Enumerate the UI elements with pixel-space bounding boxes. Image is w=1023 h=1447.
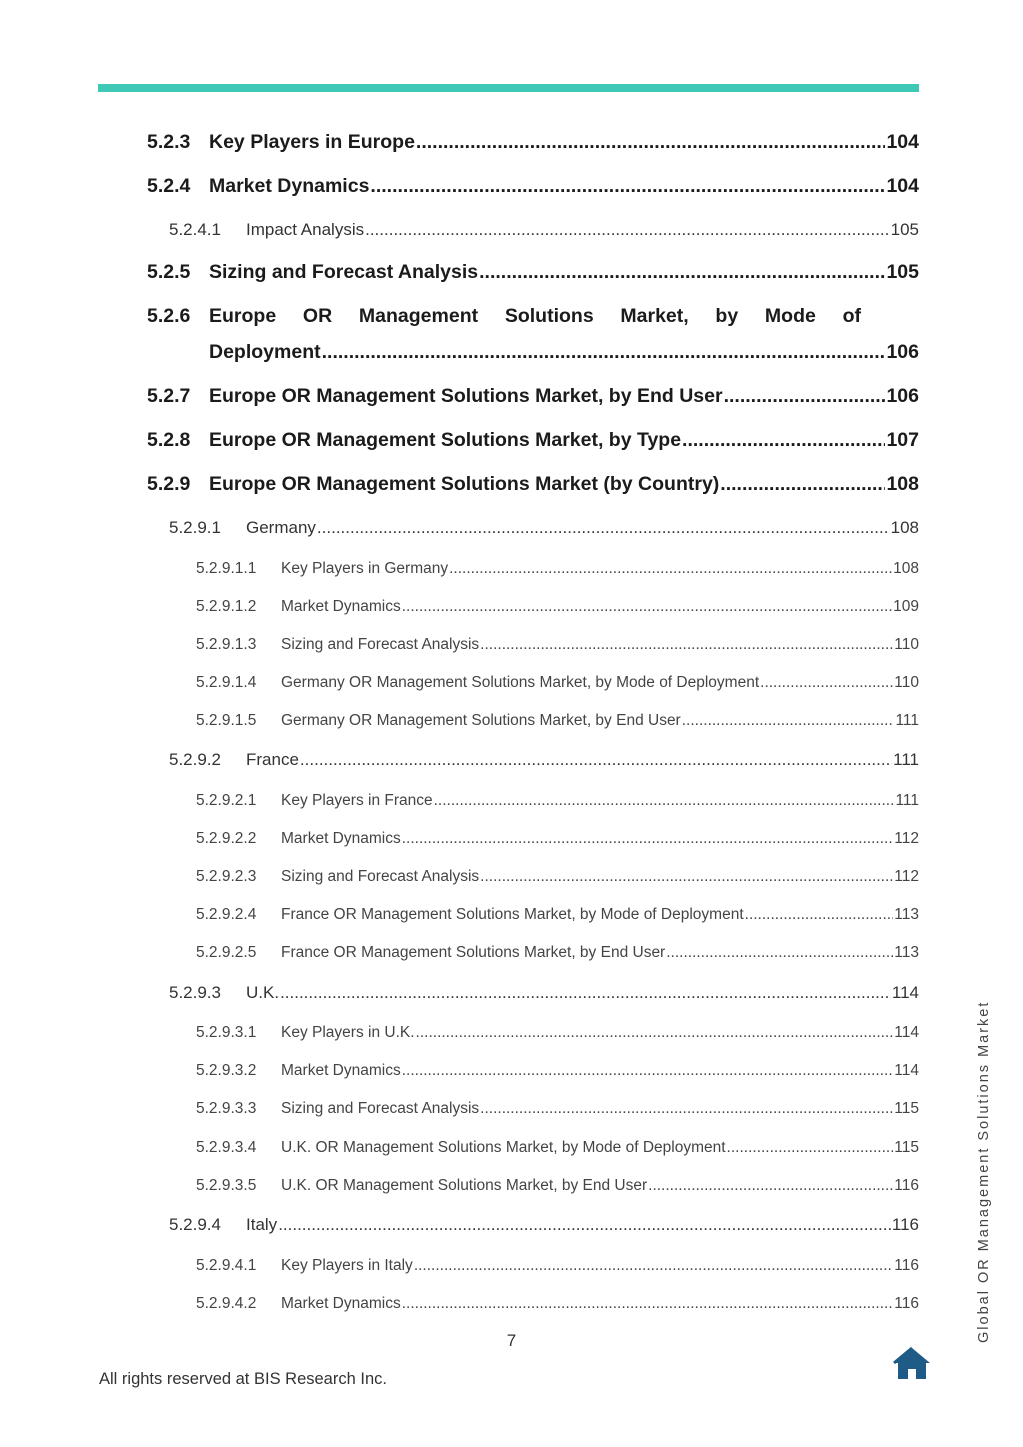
toc-number: 5.2.4 (147, 175, 191, 197)
toc-page: 104 (886, 175, 919, 197)
toc-page: 110 (894, 674, 919, 691)
toc-number: 5.2.4.1 (169, 220, 221, 239)
toc-number: 5.2.9.4 (169, 1215, 221, 1234)
toc-number: 5.2.9.1.2 (196, 598, 257, 615)
toc-entry[interactable] (169, 1215, 919, 1235)
toc-title: Key Players in Italy (281, 1257, 413, 1274)
toc-page: 111 (895, 712, 919, 729)
toc-number: 5.2.9.2 (169, 750, 221, 769)
toc-number: 5.2.9.1.4 (196, 674, 257, 691)
toc-page: 116 (894, 1295, 919, 1312)
toc-word: Solutions (504, 305, 594, 327)
leader-dots (416, 1024, 894, 1042)
toc-title: U.K. (246, 983, 280, 1002)
toc-title: Key Players in U.K. (281, 1024, 415, 1041)
toc-entry[interactable] (196, 906, 919, 924)
toc-number: 5.2.9.3.1 (196, 1024, 257, 1041)
toc-entry[interactable] (196, 1295, 919, 1313)
leader-dots (682, 429, 885, 452)
toc-entry[interactable] (147, 131, 919, 154)
toc-title: France (246, 750, 299, 769)
leader-dots (280, 983, 891, 1003)
toc-entry[interactable] (196, 636, 919, 654)
toc-page: 115 (894, 1100, 919, 1117)
toc-page: 116 (894, 1257, 919, 1274)
toc-page: 105 (886, 261, 919, 283)
toc-title: France OR Management Solutions Market, by Mode of Deployment (281, 906, 744, 923)
leader-dots (745, 906, 894, 924)
toc-entry[interactable] (169, 220, 919, 240)
home-icon[interactable] (892, 1346, 932, 1380)
toc-number: 5.2.9 (147, 473, 191, 495)
toc-number: 5.2.9.3 (169, 983, 221, 1002)
leader-dots (278, 1215, 891, 1235)
toc-entry[interactable] (196, 1062, 919, 1080)
toc-entry[interactable] (196, 792, 919, 810)
toc-entry[interactable] (169, 983, 919, 1003)
toc-number: 5.2.9.2.4 (196, 906, 257, 923)
toc-entry[interactable] (169, 750, 919, 770)
leader-dots (416, 131, 886, 154)
toc-title: Sizing and Forecast Analysis (281, 868, 480, 885)
toc-number: 5.2.9.1 (169, 518, 221, 537)
toc-word: Mode (764, 305, 816, 327)
toc-word: OR (302, 305, 333, 327)
toc-entry[interactable] (196, 560, 919, 578)
leader-dots (480, 868, 893, 886)
toc-title: U.K. OR Management Solutions Market, by End User (281, 1177, 648, 1194)
toc-number: 5.2.6 (147, 305, 191, 327)
toc-number: 5.2.9.2.1 (196, 792, 257, 809)
toc-number: 5.2.7 (147, 385, 191, 407)
toc-number: 5.2.3 (147, 131, 191, 153)
leader-dots (479, 261, 885, 284)
leader-dots (724, 385, 886, 408)
toc-title: Key Players in France (281, 792, 433, 809)
toc-title: Market Dynamics (281, 598, 401, 615)
leader-dots (760, 674, 893, 692)
side-report-title: Global OR Management Solutions Market (976, 1000, 992, 1343)
toc-entry[interactable] (147, 385, 919, 408)
toc-entry[interactable] (196, 1139, 919, 1157)
toc-page: 112 (894, 868, 919, 885)
toc-number: 5.2.9.3.2 (196, 1062, 257, 1079)
toc-title: Europe OR Management Solutions Market (by Country) (209, 473, 720, 495)
toc-page: 108 (890, 518, 919, 537)
toc-page: 108 (886, 473, 919, 495)
leader-dots (300, 750, 892, 770)
toc-number: 5.2.5 (147, 261, 191, 283)
toc-title: Europe OR Management Solutions Market, by End User (209, 385, 723, 407)
toc-entry[interactable] (196, 598, 919, 616)
toc-number: 5.2.9.4.2 (196, 1295, 257, 1312)
toc-page: 114 (894, 1024, 919, 1041)
toc-entry[interactable] (196, 830, 919, 848)
toc-entry[interactable] (147, 473, 919, 496)
toc-page: 114 (891, 983, 919, 1002)
toc-number: 5.2.8 (147, 429, 191, 451)
toc-page: 104 (886, 131, 919, 153)
toc-title: U.K. OR Management Solutions Market, by Mode of Deployment (281, 1139, 726, 1156)
toc-entry[interactable] (196, 1024, 919, 1042)
leader-dots (402, 1062, 894, 1080)
toc-number: 5.2.9.3.5 (196, 1177, 257, 1194)
toc-page: 116 (891, 1215, 919, 1234)
toc-entry[interactable] (169, 518, 919, 538)
leader-dots (402, 598, 892, 616)
header-accent-bar (98, 84, 919, 92)
leader-dots (480, 636, 893, 654)
toc-number: 5.2.9.3.3 (196, 1100, 257, 1117)
leader-dots (317, 518, 890, 538)
toc-page: 112 (894, 830, 919, 847)
toc-word: Europe (209, 305, 277, 327)
toc-title: Market Dynamics (281, 1062, 401, 1079)
toc-page: 109 (893, 598, 919, 615)
toc-title: Sizing and Forecast Analysis (281, 636, 480, 653)
toc-word: Management (358, 305, 479, 327)
leader-dots (480, 1100, 893, 1118)
toc-title: Italy (246, 1215, 278, 1234)
toc-number: 5.2.9.2.5 (196, 944, 257, 961)
toc-entry[interactable] (147, 175, 919, 198)
toc-entry-continuation[interactable] (209, 341, 919, 364)
toc-word: Market, (620, 305, 689, 327)
toc-number: 5.2.9.1.1 (196, 560, 257, 577)
toc-title: Germany OR Management Solutions Market, by Mode of Deployment (281, 674, 760, 691)
toc-page: 114 (894, 1062, 919, 1079)
toc-entry[interactable] (147, 429, 919, 452)
toc-title: Germany OR Management Solutions Market, by End User (281, 712, 681, 729)
toc-number: 5.2.9.4.1 (196, 1257, 257, 1274)
toc-page: 116 (894, 1177, 919, 1194)
leader-dots (414, 1257, 893, 1275)
toc-title: Sizing and Forecast Analysis (209, 261, 479, 283)
toc-title-line1 (209, 305, 861, 328)
toc-number: 5.2.9.1.5 (196, 712, 257, 729)
toc-page: 106 (886, 341, 919, 363)
toc-title: Key Players in Germany (281, 560, 449, 577)
leader-dots (720, 473, 885, 496)
toc-page: 113 (894, 906, 919, 923)
leader-dots (365, 220, 890, 240)
toc-page: 108 (893, 560, 919, 577)
leader-dots (434, 792, 895, 810)
toc-number: 5.2.9.2.3 (196, 868, 257, 885)
toc-word: by (715, 305, 739, 327)
leader-dots (370, 175, 885, 198)
toc-page: 111 (895, 792, 919, 809)
footer-copyright: All rights reserved at BIS Research Inc. (99, 1370, 387, 1388)
toc-title: Market Dynamics (209, 175, 370, 197)
toc-page: 107 (886, 429, 919, 451)
toc-entry[interactable] (196, 868, 919, 886)
leader-dots (449, 560, 892, 578)
toc-page: 115 (894, 1139, 919, 1156)
toc-page: 110 (894, 636, 919, 653)
leader-dots (402, 830, 894, 848)
toc-title: Germany (246, 518, 316, 537)
toc-page: 111 (893, 750, 919, 769)
toc-title: Europe OR Management Solutions Market, by Type (209, 429, 682, 451)
toc-number: 5.2.9.2.2 (196, 830, 257, 847)
toc-title-line2: Deployment (209, 341, 321, 363)
leader-dots (402, 1295, 894, 1313)
toc-entry[interactable] (196, 674, 919, 692)
toc-entry-wrapped[interactable] (147, 305, 919, 329)
toc-page: 105 (890, 220, 919, 239)
toc-entry[interactable] (196, 1100, 919, 1118)
toc-title: Key Players in Europe (209, 131, 415, 153)
leader-dots (727, 1139, 894, 1157)
leader-dots (666, 944, 893, 962)
toc-entry[interactable] (196, 1177, 919, 1195)
toc-entry[interactable] (147, 261, 919, 284)
leader-dots (648, 1177, 893, 1195)
toc-entry[interactable] (196, 944, 919, 962)
toc-page: 106 (886, 385, 919, 407)
toc-entry[interactable] (196, 1257, 919, 1275)
toc-title: Market Dynamics (281, 1295, 401, 1312)
toc-number: 5.2.9.3.4 (196, 1139, 257, 1156)
toc-number: 5.2.9.1.3 (196, 636, 257, 653)
toc-title: Impact Analysis (246, 220, 365, 239)
toc-word: of (842, 305, 861, 327)
leader-dots (322, 341, 886, 364)
leader-dots (682, 712, 895, 730)
page-number: 7 (506, 1331, 517, 1350)
toc-entry[interactable] (196, 712, 919, 730)
toc-page: 113 (894, 944, 919, 961)
toc-title: Market Dynamics (281, 830, 401, 847)
toc-title: France OR Management Solutions Market, by End User (281, 944, 666, 961)
toc-title: Sizing and Forecast Analysis (281, 1100, 480, 1117)
